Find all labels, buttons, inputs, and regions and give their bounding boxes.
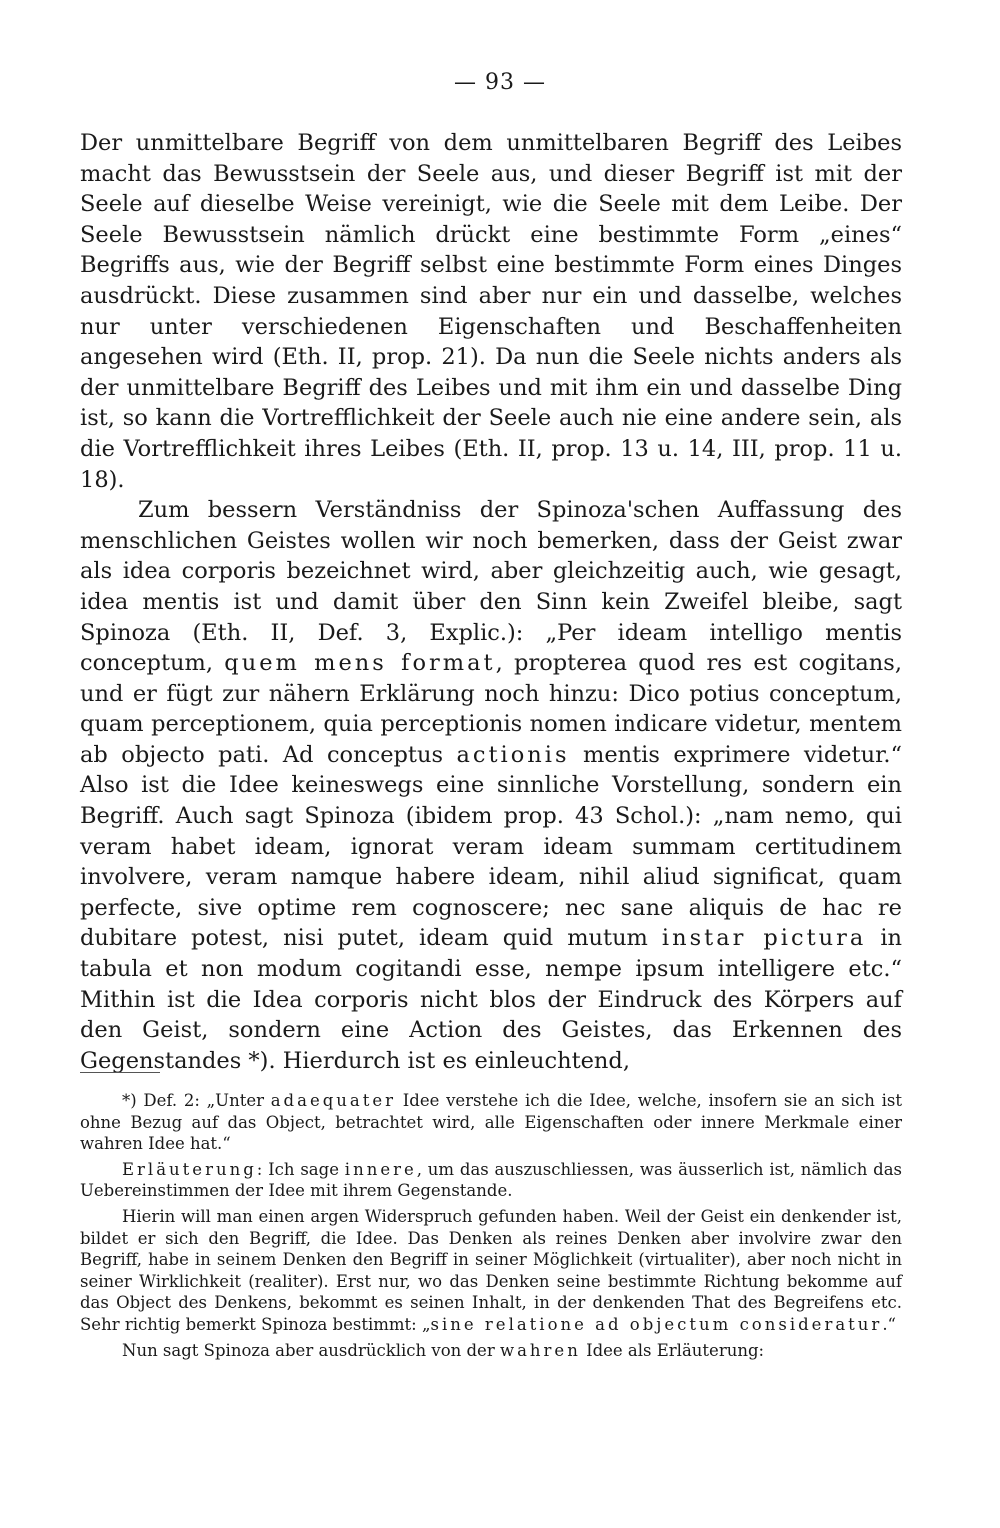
footnote-divider bbox=[80, 1072, 160, 1073]
footnote-text: .“ bbox=[882, 1314, 896, 1334]
main-text bbox=[80, 128, 902, 1076]
spaced-emphasis: adaequater bbox=[270, 1091, 397, 1110]
spaced-emphasis: wahren bbox=[499, 1340, 581, 1360]
paragraph-1: Der unmittelbare Begriff von dem unmittelbaren Begriff des Leibes macht das Bewusstsein der Seele aus, und dieser Begriff ist mit der Seele auf dieselbe Weise vereinigt, wie die Seele mit dem Leibe. Der Seele Bewusstsein nämlich drückt eine bestimmte Form „eines“ Begriffs aus, wie der Begriff selbst eine bestimmte Form eines Dinges ausdrückt. Diese zusammen sind aber nur ein und dasselbe, welches nur unter verschiedenen Eigenschaften und Beschaffenheiten angesehen wird (Eth. II, prop. 21). Da nun die Seele nichts anders als der unmittelbare Begriff des Leibes und mit ihm ein und dasselbe Ding ist, so kann die Vortrefflichkeit der Seele auch nie eine andere sein, als die Vortrefflichkeit ihres Leibes (Eth. II, prop. 13 u. 14, III, prop. 11 u. 18). bbox=[80, 130, 902, 493]
footnote-text: Hierin will man einen argen Widerspruch gefunden haben. Weil der Geist ein denkender ist, bildet er sich den Begriff, die Idee. Das Denken als reines Denken aber involvire zwar den Begriff, habe in seinem Denken den Begriff in seiner Möglichkeit (virtualiter), aber noch nicht in seiner Wirklichkeit (realiter). Erst nur, wo das Denken seine bestimmte Richtung bekomme auf das Object des Denkens, bekommt es seinen Inhalt, in der denkenden That des Begreifens etc. Sehr richtig bemerkt Spinoza bestimmt: „ bbox=[80, 1206, 902, 1334]
footnote-3 bbox=[80, 1206, 902, 1336]
footnote-text: Idee als Erläuterung: bbox=[580, 1340, 765, 1360]
paragraph-2-text: in tabula et non modum cogitandi esse, nempe ipsum intelligere etc.“ Mithin ist die Idea corporis nicht blos der Eindruck des Körpers auf den Geist, sondern eine Action des Geistes, das Erkennen des Gegenstandes *). Hierdurch ist es einleuchtend, bbox=[80, 925, 903, 1074]
spaced-emphasis: quem mens format bbox=[224, 650, 496, 677]
paragraph-2-text: Zum bessern Verständniss der Spinoza'schen Auffassung des menschlichen Geistes wollen wir noch bemerken, dass der Geist zwar als idea corporis bezeichnet wird, aber gleichzeitig auch, wie gesagt, idea mentis ist und damit über den Sinn kein Zweifel bleibe, sagt Spinoza (Eth. II, Def. 3, Explic.): „Per ideam intelligo mentis conceptum, bbox=[80, 497, 902, 677]
footnote-text: : Ich sage bbox=[256, 1159, 345, 1179]
footnote-text: *) Def. 2: „Unter bbox=[122, 1091, 271, 1110]
spaced-emphasis: instar pictura bbox=[661, 925, 867, 952]
page-number: — 93 — bbox=[454, 70, 546, 95]
footnote-2 bbox=[80, 1159, 902, 1202]
footnote-text: Nun sagt Spinoza aber ausdrücklich von der bbox=[122, 1340, 500, 1360]
footnote-text: Idee verstehe ich die Idee, welche, insofern sie an sich ist ohne Bezug auf das Object, betrachtet wird, alle Eigenschaften oder innere Merkmale einer wahren Idee hat.“ bbox=[80, 1091, 902, 1154]
spaced-emphasis: innere bbox=[344, 1159, 417, 1179]
paragraph-2-text: mentis exprimere videtur.“ Also ist die Idee keineswegs eine sinnliche Vorstellung, sondern ein Begriff. Auch sagt Spinoza (ibidem prop. 43 Schol.): „nam nemo, qui veram habet ideam, ignorat veram ideam summam certitudinem involvere, veram namque habere ideam, nihil aliud significat, quam perfecte, sive optime rem cognoscere; nec sane aliquis de hac re dubitare potest, nisi putet, ideam quid mutum bbox=[80, 741, 903, 952]
spaced-emphasis: Erläuterung bbox=[122, 1159, 257, 1179]
footnote-4 bbox=[80, 1340, 902, 1362]
paragraph-2-text: , propterea quod res est cogitans, und er fügt zur nähern Erklärung noch hinzu: Dico potius conceptum, quam perceptionem, quia perceptionis nomen indicare videtur, mentem ab objecto pati. Ad conceptus bbox=[80, 650, 902, 768]
footnote-text: , um das auszuschliessen, was äusserlich ist, nämlich das Uebereinstimmen der Idee mit ihrem Gegenstande. bbox=[80, 1159, 903, 1201]
footnotes bbox=[80, 1090, 902, 1361]
spaced-emphasis: actionis bbox=[456, 741, 570, 768]
paragraph-2 bbox=[80, 495, 902, 1076]
spaced-emphasis: sine relatione ad objectum consideratur bbox=[430, 1314, 883, 1334]
footnote-1 bbox=[80, 1090, 902, 1155]
